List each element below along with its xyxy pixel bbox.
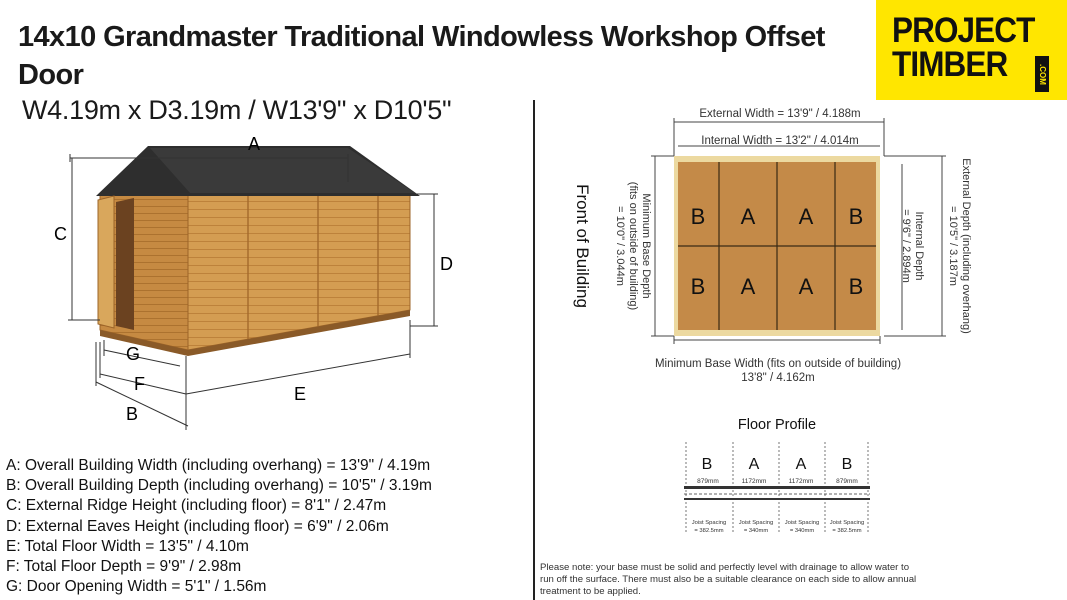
joist-value-1: = 382.5mm [694,528,724,534]
external-width-label: External Width = 13'9" / 4.188m [699,108,861,120]
floor-plan-diagram [540,100,980,400]
logo-line-1: PROJECT [892,11,1035,50]
roof-edge [150,148,415,193]
joist-label-3: Joist Spacing [784,520,820,526]
internal-width-label: Internal Width = 13'2" / 4.014m [701,135,859,147]
joist-label-4: Joist Spacing [829,520,865,526]
floor-profile-title: Floor Profile [737,417,817,433]
legend-item-e: E: Total Floor Width = 13'5" / 4.10m [6,537,249,555]
door-panel [98,196,114,328]
label-d: D [440,254,453,274]
front-of-building-label: Front of Building [573,184,592,308]
panel-r1-1: B [690,204,706,229]
building-isometric-diagram [0,130,520,440]
legend-item-d: D: External Eaves Height (including floor) = 6'9" / 2.06m [6,517,389,535]
label-b: B [126,404,139,424]
panel-r2-4: B [848,274,864,299]
panel-r2-3: A [798,274,814,299]
min-base-depth-value: = 10'0" / 3.044m [614,206,626,286]
profile-width-4: 879mm [836,478,858,485]
joist-label-1: Joist Spacing [691,520,727,526]
legend-item-g: G: Door Opening Width = 5'1" / 1.56m [6,578,267,596]
profile-letter-3: A [795,456,807,473]
joist-value-2: = 340mm [743,528,769,534]
min-base-width-value: 13'8" / 4.162m [741,372,815,384]
profile-letter-2: A [748,456,760,473]
logo-line-2: TIMBER [892,45,1008,84]
panel-r1-4: B [848,204,864,229]
section-divider [533,100,535,600]
internal-depth-value: = 9'6" / 2.894m [900,209,912,283]
page-subtitle: W4.19m x D3.19m / W13'9" x D10'5" [22,95,452,125]
joist-value-4: = 382.5mm [832,528,862,534]
min-base-depth-note: (fits on outside of building) [627,181,639,311]
min-base-depth-label: Minimum Base Depth [640,193,652,299]
joist-value-3: = 340mm [789,528,815,534]
legend-item-b: B: Overall Building Depth (including overhang) = 10'5" / 3.19m [6,477,432,495]
panel-r2-2: A [740,274,756,299]
logo-suffix: .COM [1035,56,1049,92]
panel-r1-2: A [740,204,756,229]
joist-label-2: Joist Spacing [738,520,774,526]
legend-item-f: F: Total Floor Depth = 9'9" / 2.98m [6,557,242,575]
label-c: C [54,224,67,244]
dimension-legend [6,456,432,597]
panel-r2-1: B [690,274,706,299]
label-a: A [248,134,261,154]
page-title: 14x10 Grandmaster Traditional Windowless Workshop Offset Door [18,21,825,91]
legend-item-c: C: External Ridge Height (including floor) = 8'1" / 2.47m [6,497,387,515]
external-depth-value: = 10'5" / 3.187m [947,206,959,286]
external-depth-label: External Depth (including overhang) [960,158,972,334]
label-f: F [134,374,145,394]
label-e: E [294,384,307,404]
profile-letter-1: B [701,456,713,473]
legend-item-a: A: Overall Building Width (including overhang) = 13'9" / 4.19m [6,457,431,474]
profile-floor-strip [684,486,870,500]
side-wall [188,194,410,350]
base-requirements-note: Please note: your base must be solid and perfectly level with drainage to allow water to run off the surface. There must also be a suitable clearance on each side to allow annual treatment to be applied. [540,562,917,598]
project-timber-logo[interactable] [876,0,1067,100]
min-base-width-label: Minimum Base Width (fits on outside of building) [654,358,902,370]
floor-profile-diagram [676,412,876,544]
profile-letter-4: B [841,456,853,473]
profile-width-2: 1172mm [741,478,767,485]
profile-width-1: 879mm [697,478,719,485]
internal-depth-label: Internal Depth [913,211,925,281]
panel-r1-3: A [798,204,814,229]
profile-width-3: 1172mm [788,478,814,485]
door-opening [116,198,134,330]
label-g: G [126,344,141,364]
